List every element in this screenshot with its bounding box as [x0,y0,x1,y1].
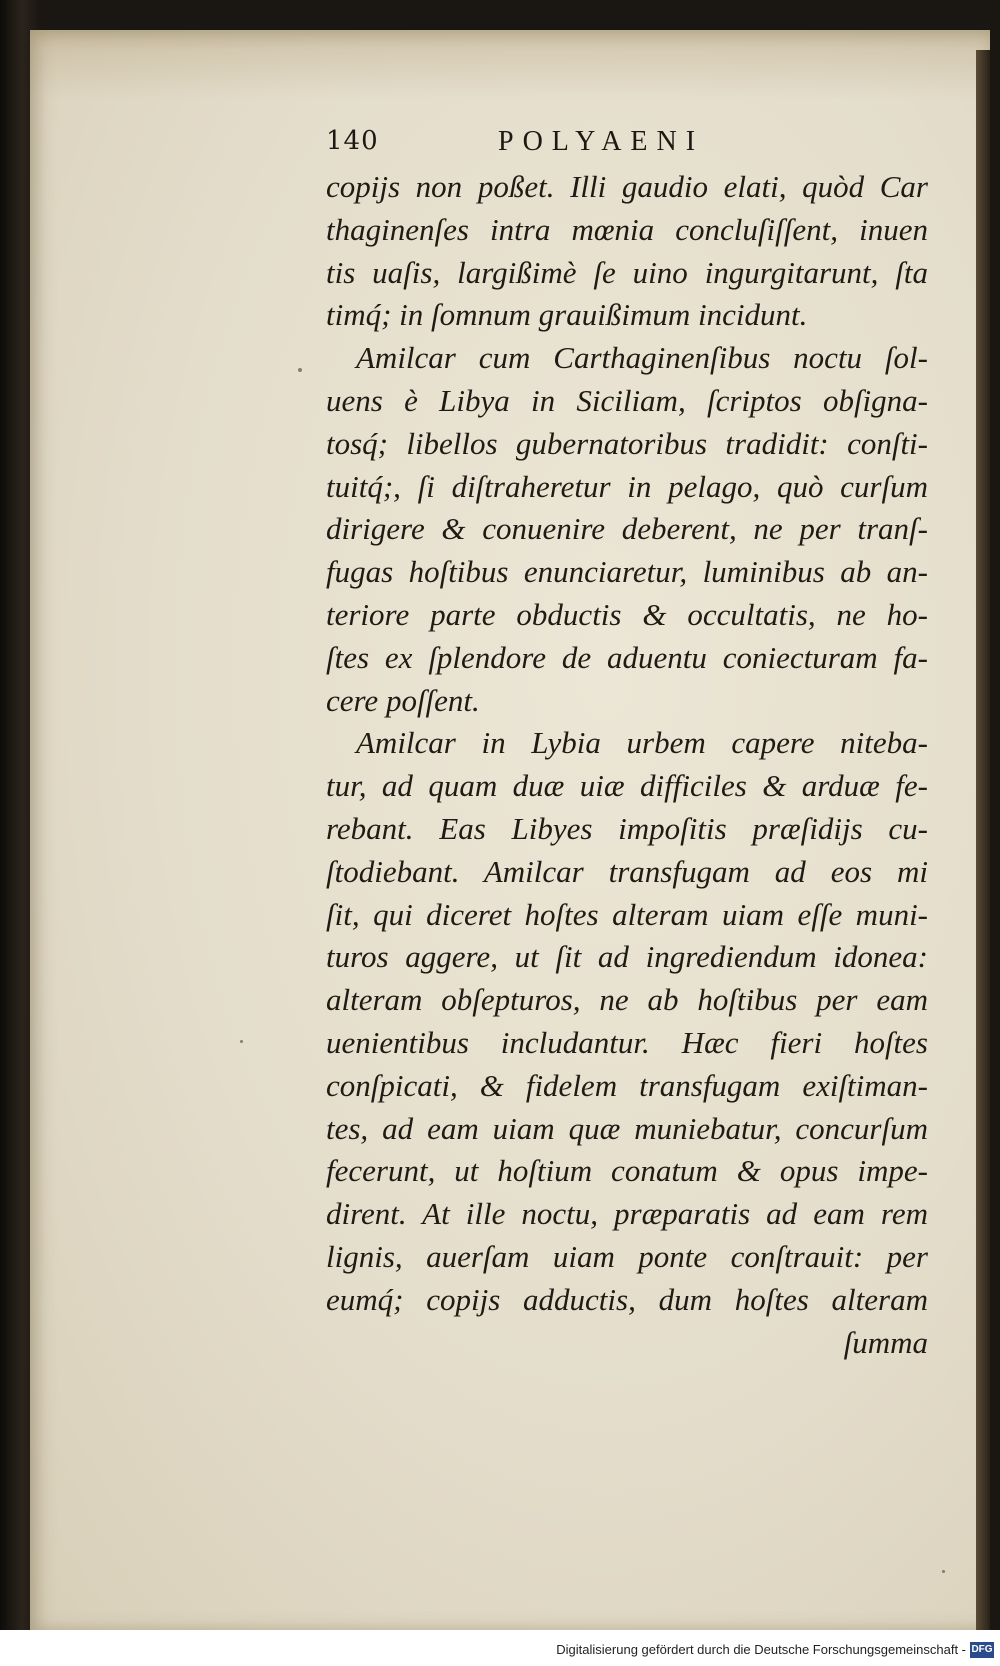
text-line: Amilcar in Lybia urbem capere niteba- [356,725,928,761]
text-line: thaginenſes intra mœnia concluſiſſent, inuen [326,211,928,247]
text-line: timq́; in ſomnum grauißimum incidunt. [326,297,808,333]
footer-credit: Digitalisierung gefördert durch die Deutsche Forschungsgemeinschaft - [556,1642,966,1657]
footer-bar [0,1630,1000,1666]
text-line: uens è Libya in Siciliam, ſcriptos obſigna- [326,382,928,418]
running-title: POLYAENI [498,126,705,157]
text-line: lignis, auerſam uiam ponte conſtrauit: per [326,1238,928,1274]
text-line: uenientibus includantur. Hæc fieri hoſtes [326,1024,928,1060]
text-line: tis uaſis, largißimè ſe uino ingurgitarunt, ſta [326,254,928,290]
text-line: dirigere & conuenire deberent, ne per tranſ- [326,511,928,547]
text-line: ſumma [843,1324,928,1360]
text-line: eumq́; copijs adductis, dum hoſtes alteram [326,1281,928,1317]
text-line: tuitq́;, ſi diſtraheretur in pelago, quò curſum [326,468,928,504]
page-number: 140 [326,126,379,156]
paper-speck [942,1570,945,1573]
paper-speck [240,1040,243,1043]
text-line: ſit, qui diceret hoſtes alteram uiam eſſe muni- [326,896,928,932]
text-line: ſtodiebant. Amilcar transfugam ad eos mi [326,853,928,889]
text-line: turos aggere, ut ſit ad ingrediendum idonea: [326,939,928,975]
text-line: copijs non poßet. Illi gaudio elati, quòd Car [326,169,928,204]
text-line: fugas hoſtibus enunciaretur, luminibus ab an- [326,554,928,590]
page-edge [976,50,990,1660]
text-line: tur, ad quam duæ uiæ difficiles & arduæ fe- [326,768,928,804]
text-line: teriore parte obductis & occultatis, ne ho- [326,596,928,632]
text-line: rebant. Eas Libyes impoſitis præſidijs cu- [326,810,928,846]
body-text [326,166,928,1364]
text-line: tes, ad eam uiam quæ muniebatur, concurſum [326,1110,928,1146]
text-line: cere poſſent. [326,682,480,718]
paper-speck [298,368,302,372]
text-line: fecerunt, ut hoſtium conatum & opus impe- [326,1153,928,1189]
dfg-logo-icon: DFG [970,1642,994,1658]
text-line: ſtes ex ſplendore de aduentu coniecturam fa- [326,639,928,675]
text-line: Amilcar cum Carthaginenſibus noctu ſol- [356,340,928,376]
text-line: tosq́; libellos gubernatoribus tradidit: conſti- [326,425,928,461]
text-line: conſpicati, & fidelem transfugam exiſtiman- [326,1067,928,1103]
running-head [326,126,922,160]
text-line: alteram obſepturos, ne ab hoſtibus per eam [326,982,928,1018]
text-line: dirent. At ille noctu, præparatis ad eam rem [326,1196,928,1232]
